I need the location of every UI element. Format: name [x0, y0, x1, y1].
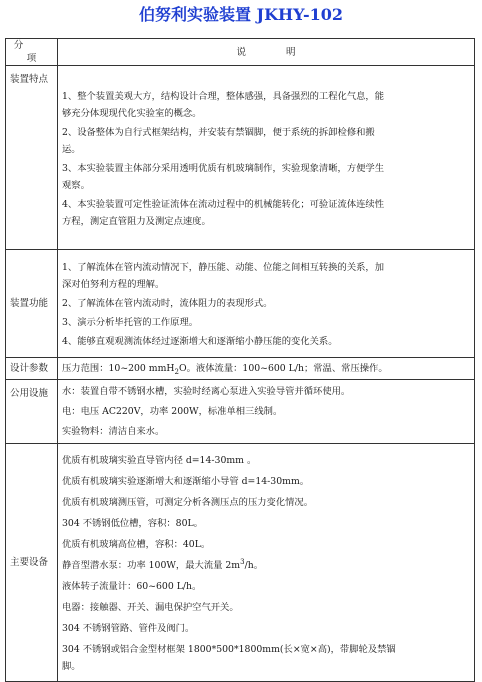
desc-equipment: 优质有机玻璃实验直导管内径 d=14-30mm 。 优质有机玻璃实验逐渐增大和逐渐缩小导管 d=14-30mm。 优质有机玻璃测压管，可测定分析各测压点的压力变化情况。 304 不锈钢低位槽，容积：80L。 优质有机玻璃高位槽，容积：40L。 静音型潜水泵：功率 100W，最大流量 $2m^3/h$。 液体转子流量计：60~600 L/h。 电器：接触器、开关、漏电保护空气开关。 304 不锈钢管路、管件及阀门。 304 不锈钢或铝合金型材框架 1800*500*1800mm(长×宽×高)，带脚轮及禁锢 脚。 [58, 444, 475, 682]
category-equipment: 主要设备 [6, 444, 58, 682]
category-params: 设计参数 [6, 358, 58, 380]
desc-utilities: 水：装置自带不锈钢水槽，实验时经离心泵进入实验导管并循环使用。 电：电压 AC220V，功率 200W，标准单相三线制。 实验物料：清洁自来水。 [58, 380, 475, 444]
category-utilities: 公用设施 [6, 380, 58, 444]
pump-line: 静音型潜水泵：功率 100W，最大流量 $2m^3/h$。 [62, 557, 263, 571]
row-params [6, 358, 475, 380]
row-functions [6, 250, 475, 358]
header-category: 分项 [6, 39, 58, 66]
desc-functions: 1、了解流体在管内流动情况下，静压能、动能、位能之间相互转换的关系，加 深对伯努利方程的理解。 2、了解流体在管内流动时，流体阻力的表现形式。 3、演示分析毕托管的工作原理。 4、能够直观观测流体经过逐渐增大和逐渐缩小静压能的变化关系。 [58, 250, 475, 358]
row-features [6, 66, 475, 250]
row-utilities [6, 380, 475, 444]
desc-params: 压力范围：10~200 mmH$_2$O。液体流量：100~600 L/h；常温、常压操作。 [58, 358, 475, 380]
page-title: 伯努利实验装置 JKHY-102 [138, 5, 344, 24]
category-functions: 装置功能 [6, 250, 58, 358]
row-equipment [6, 444, 475, 682]
spec-table [5, 38, 475, 682]
desc-features: 1、整个装置美观大方，结构设计合理，整体感强，具备强烈的工程化气息，能 够充分体现现代化实验室的概念。 2、设备整体为自行式框架结构，并安装有禁锢脚，便于系统的拆卸检修和搬 运。 3、本实验装置主体部分采用透明优质有机玻璃制作，实验现象清晰，方便学生 观察。 4、本实验装置可定性验证流体在流动过程中的机械能转化；可验证流体连续性 方程，测定直管阻力及测定点速度。 [58, 66, 475, 250]
category-features: 装置特点 [6, 66, 58, 250]
header-row [6, 39, 475, 66]
header-description: 说 明 [58, 39, 475, 66]
